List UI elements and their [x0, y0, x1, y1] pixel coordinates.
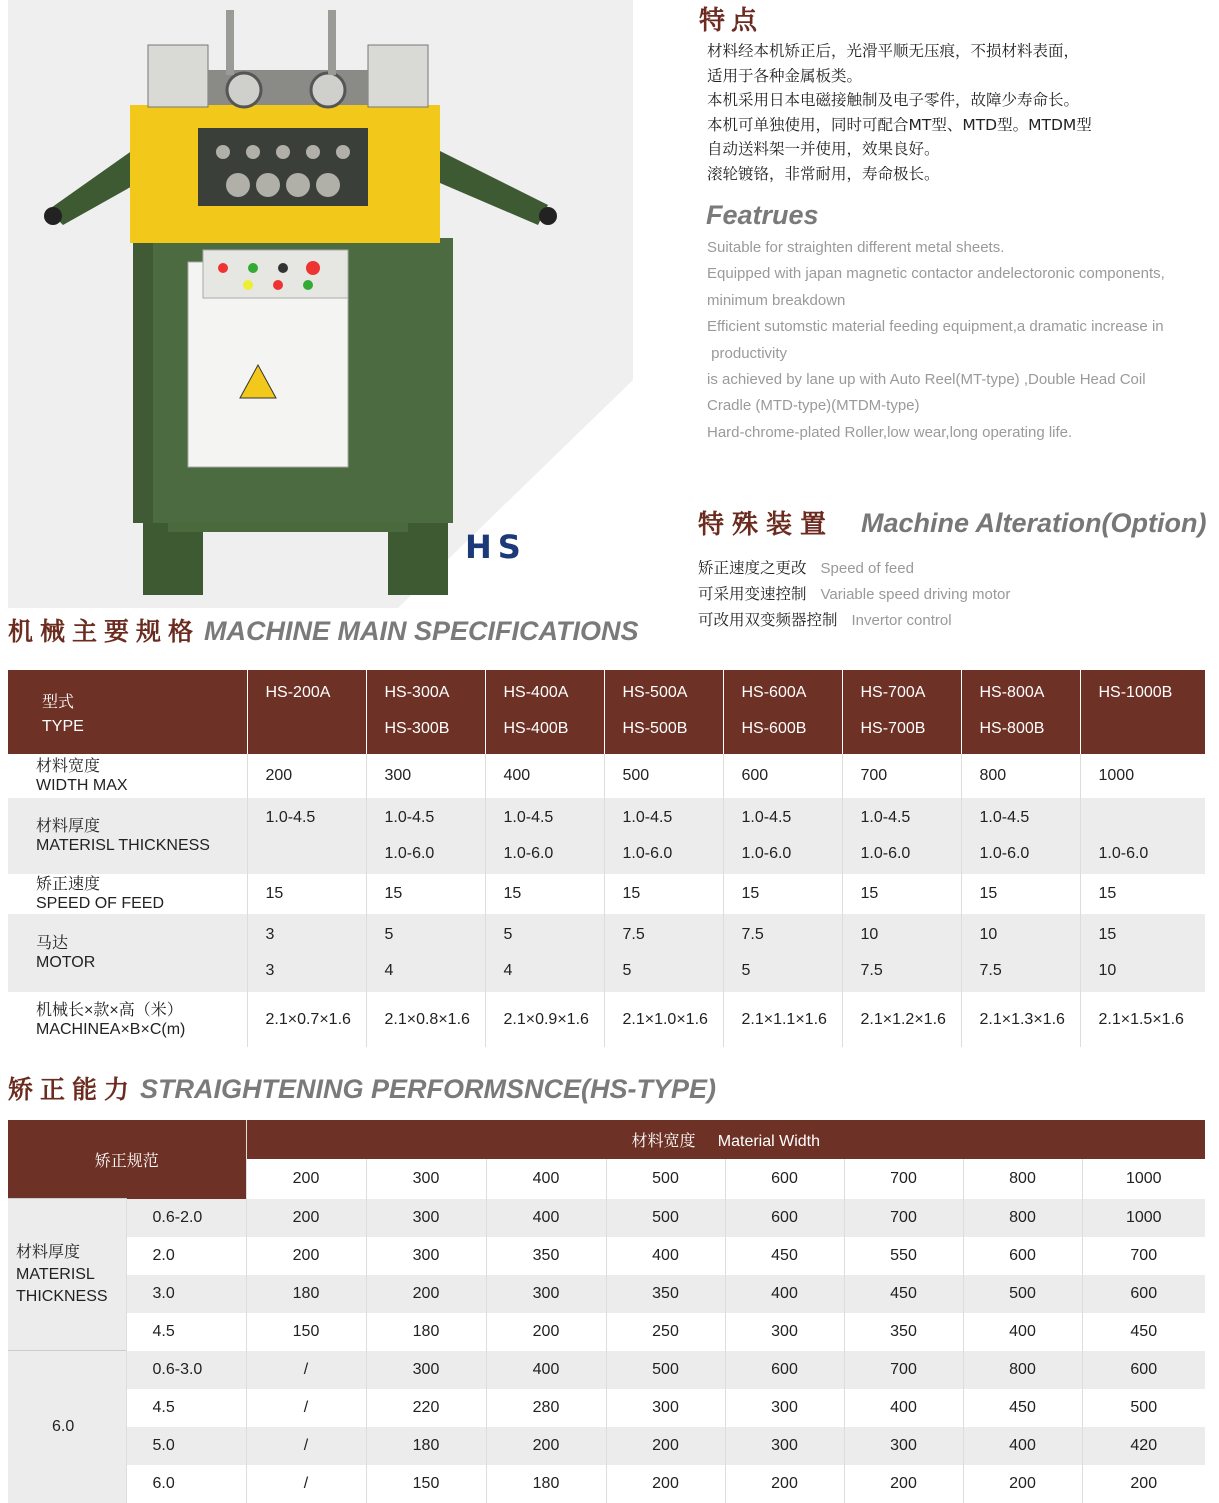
features-en-line: Cradle (MTD-type)(MTDM-type) [707, 397, 920, 415]
features-en-line: Suitable for straighten different metal sheets. [707, 239, 1005, 256]
alteration-item-en: Speed of feed [820, 560, 914, 577]
perf-cell: 350 [844, 1313, 963, 1351]
spec-row [8, 992, 1205, 1047]
alteration-item-cn: 矫正速度之更改 [698, 559, 807, 577]
width-cell: 400 [486, 1159, 606, 1198]
perf-cell: 400 [844, 1389, 963, 1427]
perf-cell: 450 [963, 1389, 1082, 1427]
type-label-cn: 型式 [42, 693, 75, 711]
spec-row-label: 矫正速度 SPEED OF FEED [8, 874, 247, 914]
spec-row-label: 材料宽度 WIDTH MAX [8, 754, 247, 798]
spec-cell: 400 [485, 754, 604, 798]
perf-row [8, 1313, 1205, 1351]
model-label: HS [465, 528, 527, 566]
perf-row [8, 1275, 1205, 1313]
model-header: HS-400A HS-400B [485, 670, 604, 754]
thickness-cell: 4.5 [126, 1389, 246, 1427]
spec-row-label: 机械长×款×高（米） MACHINEA×B×C(m) [8, 992, 247, 1047]
spec-label: 矫正规范 [8, 1120, 246, 1199]
alteration-item-en: Variable speed driving motor [820, 586, 1011, 603]
perf-cell: 200 [725, 1465, 844, 1503]
features-cn-line: 本机采用日本电磁接触制及电子零件，故障少寿命长。 [707, 91, 1080, 109]
spec-cell: 15 [961, 874, 1080, 914]
spec-cell: 5 4 [366, 914, 485, 992]
perf-cell: / [246, 1389, 366, 1427]
features-en-line: is achieved by lane up with Auto Reel(MT-type) ,Double Head Coil [707, 371, 1146, 389]
perf-cell: 700 [844, 1351, 963, 1389]
features-cn-line: 本机可单独使用，同时可配合MT型、MTD型。MTDM型 [707, 115, 1092, 134]
spec-cell: 1.0-4.5 1.0-6.0 [961, 798, 1080, 874]
width-label: 材料宽度 Material Width [246, 1120, 1205, 1159]
spec-cell: 2.1×1.2×1.6 [842, 992, 961, 1047]
width-cell: 1000 [1082, 1159, 1205, 1198]
perf-cell: 250 [606, 1313, 725, 1351]
alteration-title-en: Machine Alteration(Option) [861, 508, 1207, 538]
perf-heading-en: STRAIGHTENING PERFORMSNCE(HS-TYPE) [140, 1074, 717, 1104]
alteration-item [698, 608, 952, 630]
perf-cell: / [246, 1465, 366, 1503]
spec-cell: 2.1×1.1×1.6 [723, 992, 842, 1047]
perf-cell: 400 [725, 1275, 844, 1313]
alteration-item-en: Invertor control [851, 612, 952, 629]
perf-cell: 1000 [1082, 1199, 1205, 1237]
perf-cell: 700 [844, 1199, 963, 1237]
width-cell: 500 [606, 1159, 725, 1198]
perf-cell: 450 [844, 1275, 963, 1313]
width-cell: 700 [844, 1159, 963, 1198]
perf-row [8, 1237, 1205, 1275]
perf-cell: 400 [606, 1237, 725, 1275]
spec-cell: 2.1×0.9×1.6 [485, 992, 604, 1047]
features-en-text [707, 235, 1219, 446]
features-title-en: Featrues [706, 200, 819, 230]
perf-cell: / [246, 1427, 366, 1465]
model-header: HS-700A HS-700B [842, 670, 961, 754]
spec-cell: 1000 [1080, 754, 1205, 798]
features-cn-line: 自动送料架一并使用，效果良好。 [707, 140, 940, 158]
width-cell: 300 [366, 1159, 486, 1198]
features-en-line: minimum breakdown [707, 291, 846, 309]
spec-row [8, 754, 1205, 798]
perf-cell: 450 [1082, 1313, 1205, 1351]
spec-cell: 600 [723, 754, 842, 798]
model-header: HS-500A HS-500B [604, 670, 723, 754]
spec-row-label: 马达 MOTOR [8, 914, 247, 992]
model-header: HS-600A HS-600B [723, 670, 842, 754]
thickness-cell: 2.0 [126, 1237, 246, 1275]
perf-row [8, 1465, 1205, 1503]
thickness-cell: 3.0 [126, 1275, 246, 1313]
perf-cell: 200 [844, 1465, 963, 1503]
features-cn-text [707, 39, 1092, 186]
spec-cell: 500 [604, 754, 723, 798]
perf-cell: 500 [963, 1275, 1082, 1313]
spec-cell: 2.1×0.7×1.6 [247, 992, 366, 1047]
perf-table [8, 1120, 1205, 1503]
perf-cell: 150 [366, 1465, 486, 1503]
model-header: HS-300A HS-300B [366, 670, 485, 754]
perf-cell: 220 [366, 1389, 486, 1427]
spec-table [8, 670, 1205, 1047]
features-title-cn: 特点 [699, 6, 764, 36]
perf-cell: 600 [725, 1351, 844, 1389]
spec-row-label: 材料厚度 MATERISL THICKNESS [8, 798, 247, 874]
spec-cell: 15 [723, 874, 842, 914]
perf-cell: 700 [1082, 1237, 1205, 1275]
perf-cell: 200 [606, 1427, 725, 1465]
perf-heading-cn: 矫正能力 [8, 1075, 137, 1104]
perf-cell: 300 [486, 1275, 606, 1313]
spec-row [8, 798, 1205, 874]
spec-header-row [8, 670, 1205, 754]
perf-cell: 200 [246, 1199, 366, 1237]
type-label-en: TYPE [42, 717, 84, 735]
perf-cell: 600 [1082, 1275, 1205, 1313]
spec-cell: 1.0-4.5 1.0-6.0 [604, 798, 723, 874]
features-en-line: Equipped with japan magnetic contactor andelectoronic components, [707, 265, 1165, 283]
thickness-group-label: 6.0 [8, 1351, 126, 1503]
perf-cell: 400 [486, 1351, 606, 1389]
spec-cell: 2.1×0.8×1.6 [366, 992, 485, 1047]
spec-cell: 15 [247, 874, 366, 914]
perf-cell: 200 [486, 1427, 606, 1465]
spec-cell: 10 7.5 [961, 914, 1080, 992]
perf-cell: 500 [606, 1199, 725, 1237]
spec-cell: 5 4 [485, 914, 604, 992]
perf-cell: 180 [246, 1275, 366, 1313]
spec-cell: 15 [485, 874, 604, 914]
features-en-line: productivity [707, 344, 788, 362]
perf-cell: 300 [606, 1389, 725, 1427]
perf-cell: 420 [1082, 1427, 1205, 1465]
perf-cell: 300 [725, 1313, 844, 1351]
perf-cell: 200 [486, 1313, 606, 1351]
perf-heading [8, 1070, 716, 1106]
width-cell: 200 [246, 1159, 366, 1198]
thickness-cell: 0.6-2.0 [126, 1199, 246, 1237]
perf-cell: 600 [1082, 1351, 1205, 1389]
spec-cell: 15 [1080, 874, 1205, 914]
perf-cell: 400 [963, 1313, 1082, 1351]
perf-cell: 150 [246, 1313, 366, 1351]
perf-header-row [8, 1120, 1205, 1159]
features-en-line: Efficient sutomstic material feeding equipment,a dramatic increase in [707, 318, 1164, 336]
spec-cell: 1.0-4.5 1.0-6.0 [366, 798, 485, 874]
perf-cell: 200 [1082, 1465, 1205, 1503]
perf-cell: 500 [1082, 1389, 1205, 1427]
spec-cell: 1.0-4.5 1.0-6.0 [485, 798, 604, 874]
features-cn-line: 材料经本机矫正后，光滑平顺无压痕，不损材料表面， [707, 42, 1080, 60]
spec-cell: 800 [961, 754, 1080, 798]
spec-cell: 15 [842, 874, 961, 914]
perf-cell: 200 [246, 1237, 366, 1275]
thickness-cell: 0.6-3.0 [126, 1351, 246, 1389]
spec-row [8, 914, 1205, 992]
spec-cell: 1.0-4.5 1.0-6.0 [842, 798, 961, 874]
perf-cell: 400 [963, 1427, 1082, 1465]
width-cell: 800 [963, 1159, 1082, 1198]
perf-row [8, 1389, 1205, 1427]
perf-cell: 200 [606, 1465, 725, 1503]
perf-cell: 500 [606, 1351, 725, 1389]
perf-cell: 600 [963, 1237, 1082, 1275]
model-header: HS-800A HS-800B [961, 670, 1080, 754]
thickness-group-label: 材料厚度 MATERISL THICKNESS [8, 1199, 126, 1351]
spec-cell: 2.1×1.3×1.6 [961, 992, 1080, 1047]
thickness-cell: 5.0 [126, 1427, 246, 1465]
perf-cell: 800 [963, 1199, 1082, 1237]
machine-photo [8, 0, 633, 608]
alteration-item [698, 582, 1010, 604]
spec-heading-en: MACHINE MAIN SPECIFICATIONS [204, 616, 639, 646]
spec-cell: 300 [366, 754, 485, 798]
perf-cell: 350 [606, 1275, 725, 1313]
alteration-title-cn: 特殊装置 [698, 510, 835, 540]
perf-cell: 200 [366, 1275, 486, 1313]
thickness-cell: 6.0 [126, 1465, 246, 1503]
alteration-item-cn: 可采用变速控制 [698, 585, 807, 603]
perf-cell: 550 [844, 1237, 963, 1275]
perf-cell: 300 [725, 1427, 844, 1465]
alteration-item-cn: 可改用双变频器控制 [698, 611, 838, 629]
alteration-item [698, 556, 914, 578]
spec-heading-cn: 机械主要规格 [8, 617, 201, 646]
spec-cell: 15 [604, 874, 723, 914]
perf-cell: 300 [366, 1237, 486, 1275]
model-header: HS-1000B [1080, 670, 1205, 754]
perf-cell: 300 [725, 1389, 844, 1427]
perf-cell: 300 [366, 1351, 486, 1389]
perf-cell: 450 [725, 1237, 844, 1275]
spec-cell: 7.5 5 [604, 914, 723, 992]
features-cn-line: 滚轮镀铬，非常耐用，寿命极长。 [707, 164, 940, 183]
spec-cell: 1.0-4.5 1.0-6.0 [723, 798, 842, 874]
spec-cell: 15 [366, 874, 485, 914]
features-en-line: Hard-chrome-plated Roller,low wear,long operating life. [707, 423, 1073, 441]
perf-cell: 180 [366, 1313, 486, 1351]
spec-cell: 7.5 5 [723, 914, 842, 992]
perf-row [8, 1427, 1205, 1465]
perf-cell: 280 [486, 1389, 606, 1427]
perf-cell: / [246, 1351, 366, 1389]
perf-row [8, 1199, 1205, 1237]
spec-cell: 1.0-4.5 [247, 798, 366, 874]
width-cell: 600 [725, 1159, 844, 1198]
type-header [8, 670, 247, 754]
spec-heading [8, 612, 639, 648]
perf-cell: 350 [486, 1237, 606, 1275]
spec-cell: 700 [842, 754, 961, 798]
spec-cell: 2.1×1.0×1.6 [604, 992, 723, 1047]
perf-cell: 300 [366, 1199, 486, 1237]
spec-row [8, 874, 1205, 914]
perf-cell: 180 [486, 1465, 606, 1503]
spec-cell: 1.0-6.0 [1080, 798, 1205, 874]
perf-cell: 600 [725, 1199, 844, 1237]
perf-cell: 800 [963, 1351, 1082, 1389]
perf-row [8, 1351, 1205, 1389]
perf-cell: 200 [963, 1465, 1082, 1503]
perf-cell: 300 [844, 1427, 963, 1465]
spec-cell: 2.1×1.5×1.6 [1080, 992, 1205, 1047]
spec-cell: 15 10 [1080, 914, 1205, 992]
perf-cell: 180 [366, 1427, 486, 1465]
spec-cell: 3 3 [247, 914, 366, 992]
perf-cell: 400 [486, 1199, 606, 1237]
model-header: HS-200A [247, 670, 366, 754]
spec-cell: 10 7.5 [842, 914, 961, 992]
thickness-cell: 4.5 [126, 1313, 246, 1351]
features-cn-line: 适用于各种金属板类。 [707, 66, 863, 85]
spec-cell: 200 [247, 754, 366, 798]
